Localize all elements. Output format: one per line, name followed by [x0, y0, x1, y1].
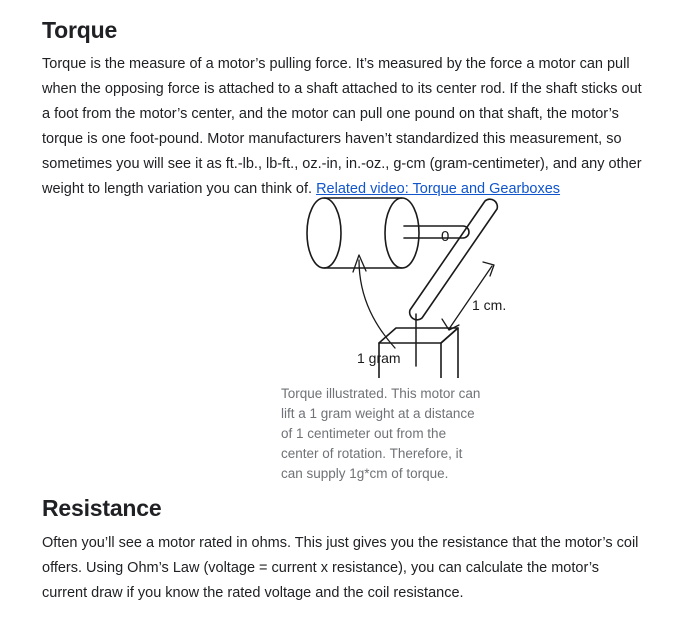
weight-label: 1 gram: [357, 350, 401, 366]
page-title-resistance: Resistance: [42, 495, 162, 521]
torque-paragraph-text: Torque is the measure of a motor’s pulling force. It’s measured by the force a motor can pull when the opposing force is attached to a shaft attached to its center rod. If the shaft sticks out a foot from the motor’s center, and the motor can pull one pound on that shaft, the motor’s torque is one foot-pound. Motor manufacturers haven’t standardized this measurement, so sometimes you will see it as ft.-lb., lb-ft., oz.-in, in.-oz., g-cm (gram-centimeter), and any other weight to length variation you can think of.: [42, 56, 642, 197]
figure-caption: Torque illustrated. This motor can lift a 1 gram weight at a distance of 1 centimeter out from the center of rotation. Therefore, it can supply 1g*cm of torque.: [281, 386, 481, 481]
pivot-label: 0: [441, 228, 450, 245]
motor-shaft: [404, 226, 469, 238]
motor-cylinder-right-face: [385, 198, 419, 268]
page-title-torque: Torque: [42, 17, 118, 43]
torque-diagram: [277, 188, 539, 378]
related-video-link[interactable]: Related video: Torque and Gearboxes: [316, 181, 561, 197]
motor-cylinder-left-cap: [307, 198, 341, 268]
weight-cube-top-face: [379, 328, 458, 343]
torque-figure: [239, 188, 539, 481]
resistance-paragraph: Often you’ll see a motor rated in ohms. This just gives you the resistance that the motor’s coil offers. Using Ohm’s Law (voltage = current x resistance), you can calculate the motor’s current draw if you know the rated voltage and the coil resistance.: [42, 535, 639, 601]
weight-cube-side-face: [441, 328, 458, 378]
dimension-arrow-upper: [483, 262, 494, 276]
torque-diagram-svg: [277, 188, 539, 378]
torque-paragraph: [42, 52, 646, 202]
distance-label: 1 cm.: [472, 297, 507, 313]
rotation-arrow-curve: [359, 260, 395, 348]
